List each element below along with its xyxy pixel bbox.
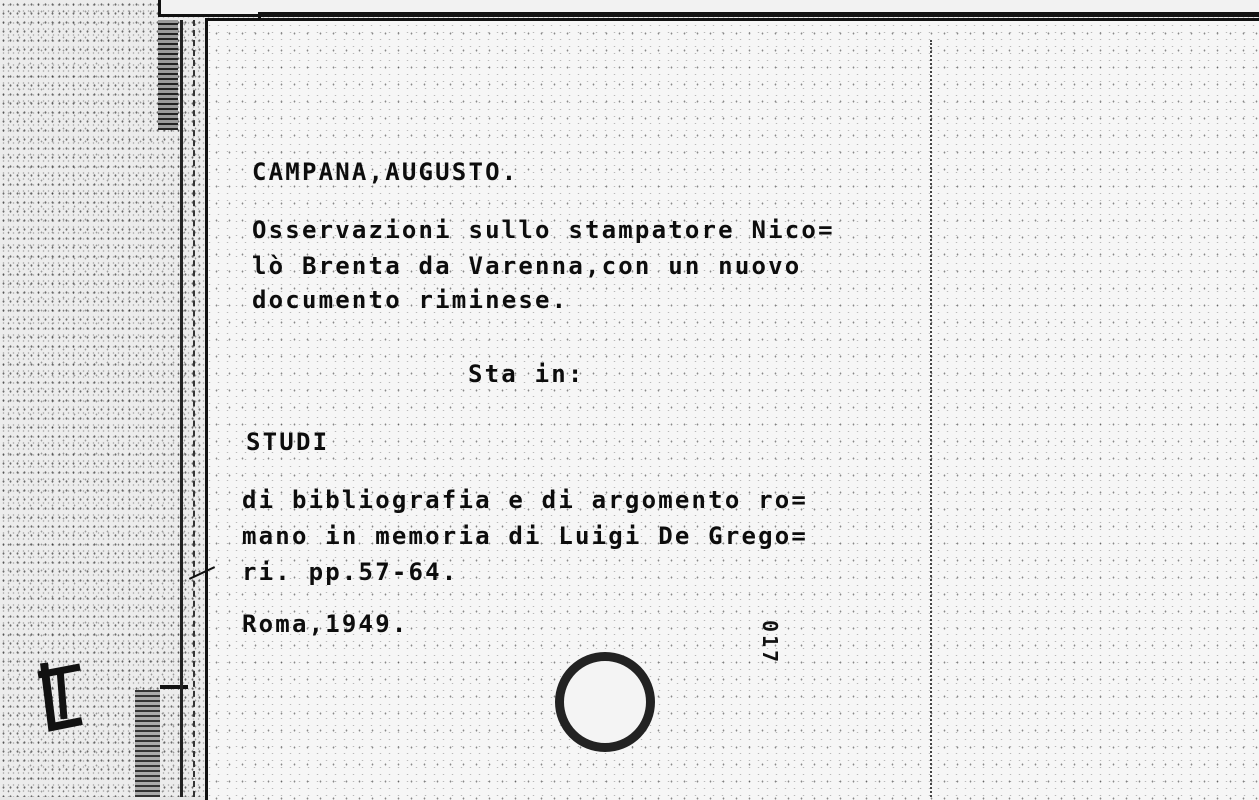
card-imprint: Roma,1949. xyxy=(242,610,409,638)
margin-e-mark xyxy=(30,655,90,735)
card-top-edge xyxy=(258,12,1259,21)
card-source-line-1: di bibliografia e di argomento ro= xyxy=(242,486,809,514)
binding-rail-lower xyxy=(135,690,160,797)
card-title-line-2: lò Brenta da Varenna,con un nuovo xyxy=(252,252,802,280)
card-contained-in: Sta in: xyxy=(468,360,585,388)
card-title-line-3: documento riminese. xyxy=(252,286,569,314)
card-author: CAMPANA,AUGUSTO. xyxy=(252,158,519,186)
card-source-line-3: ri. pp.57-64. xyxy=(242,558,459,586)
card-source-line-2: mano in memoria di Luigi De Grego= xyxy=(242,522,809,550)
card-series: STUDI xyxy=(246,428,330,456)
card-title-line-1: Osservazioni sullo stampatore Nico= xyxy=(252,216,835,244)
card-stamp-number: 017 xyxy=(758,620,782,666)
binding-rail xyxy=(180,20,195,797)
binding-rail-upper xyxy=(158,20,178,130)
catalog-card xyxy=(205,18,1259,800)
card-punch-hole xyxy=(555,652,655,752)
card-fold-line xyxy=(930,40,932,797)
